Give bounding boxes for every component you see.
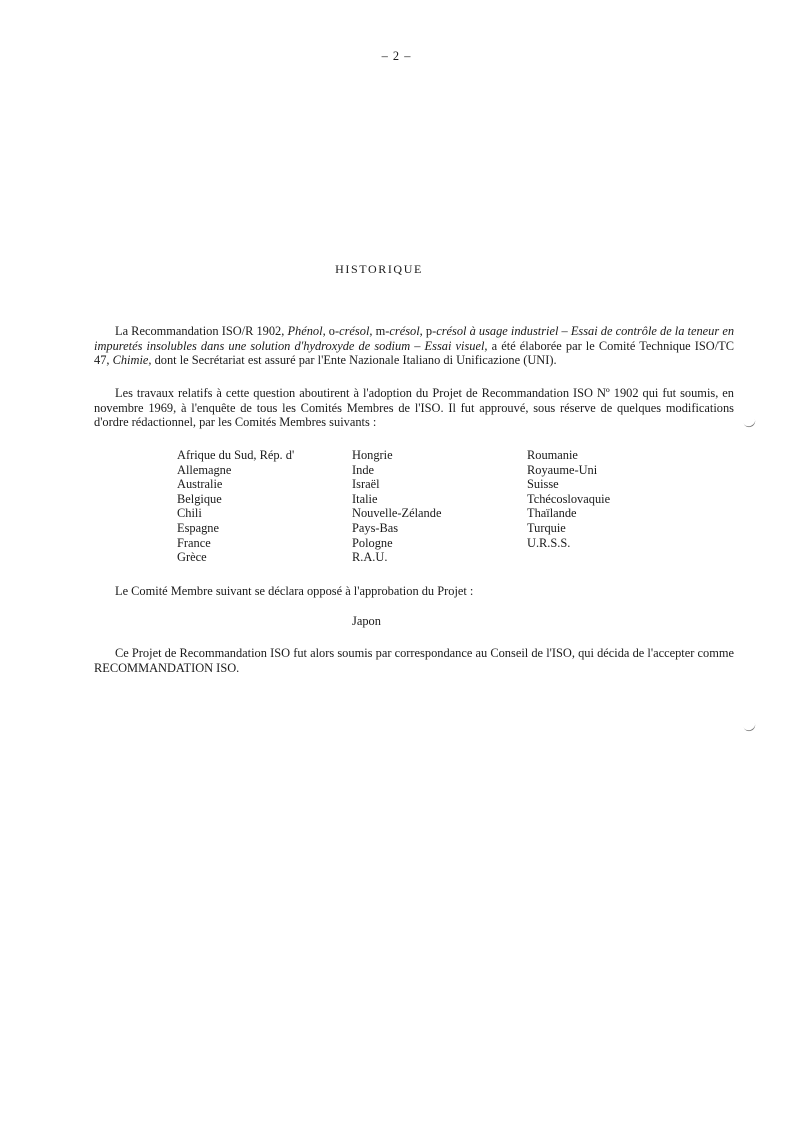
member-item: Israël — [352, 477, 380, 492]
member-item: Roumanie — [527, 448, 578, 462]
history-paragraph-3: Le Comité Membre suivant se déclara opposé à l'approbation du Projet : — [115, 584, 474, 598]
member-item: Pologne — [352, 535, 393, 550]
member-item: Inde — [352, 462, 375, 477]
member-item: Grèce — [177, 550, 207, 565]
member-item: Pays-Bas — [352, 520, 399, 535]
member-item: Espagne — [177, 520, 219, 535]
section-heading: HISTORIQUE — [335, 262, 423, 276]
member-item: Allemagne — [177, 462, 232, 477]
member-column-3 — [527, 448, 610, 550]
member-column-1 — [177, 448, 294, 565]
opposed-member: Japon — [352, 614, 381, 628]
member-item: Tchécoslovaquie — [527, 491, 611, 506]
page-number: – 2 – — [381, 49, 412, 63]
member-item: Belgique — [177, 491, 222, 506]
member-item: Turquie — [527, 520, 566, 535]
member-item: Suisse — [527, 477, 559, 492]
margin-mark — [743, 418, 757, 429]
member-item: Hongrie — [352, 448, 393, 462]
member-item: U.R.S.S. — [527, 535, 571, 550]
history-paragraph-1: La Recommandation ISO/R 1902, Phénol, o-crésol, m-crésol, p-crésol à usage industriel – Essai de contrôle de la teneur en impuretés insolubles dans une solution d'hydroxyde de sodium – Essai visuel, a été élaborée par le Comité Technique ISO/TC 47, Chimie, dont le Secrétariat est assuré par l'Ente Nazionale Italiano di Unificazione (UNI). — [94, 324, 735, 368]
member-item: Thaïlande — [527, 506, 577, 521]
member-item: Chili — [177, 506, 202, 521]
history-paragraph-2: Les travaux relatifs à cette question aboutirent à l'adoption du Projet de Recommandation ISO Nº 1902 qui fut soumis, en novembre 1969, à l'enquête de tous les Comités Membres de l'ISO. Il fut approuvé, sous réserve de quelques modifications d'ordre rédactionnel, par les Comités Membres suivants : — [94, 386, 734, 430]
member-item: Australie — [177, 477, 223, 492]
history-paragraph-4: Ce Projet de Recommandation ISO fut alors soumis par correspondance au Conseil de l'ISO, qui décida de l'accepter comme RECOMMANDATION ISO. — [94, 646, 734, 675]
member-item: Italie — [352, 491, 378, 506]
member-item: R.A.U. — [352, 550, 388, 565]
member-item: France — [177, 535, 211, 550]
member-item: Nouvelle-Zélande — [352, 506, 442, 521]
member-item: Royaume-Uni — [527, 462, 598, 477]
member-item: Afrique du Sud, Rép. d' — [177, 448, 295, 462]
member-column-2 — [352, 448, 441, 565]
margin-mark — [743, 722, 757, 733]
